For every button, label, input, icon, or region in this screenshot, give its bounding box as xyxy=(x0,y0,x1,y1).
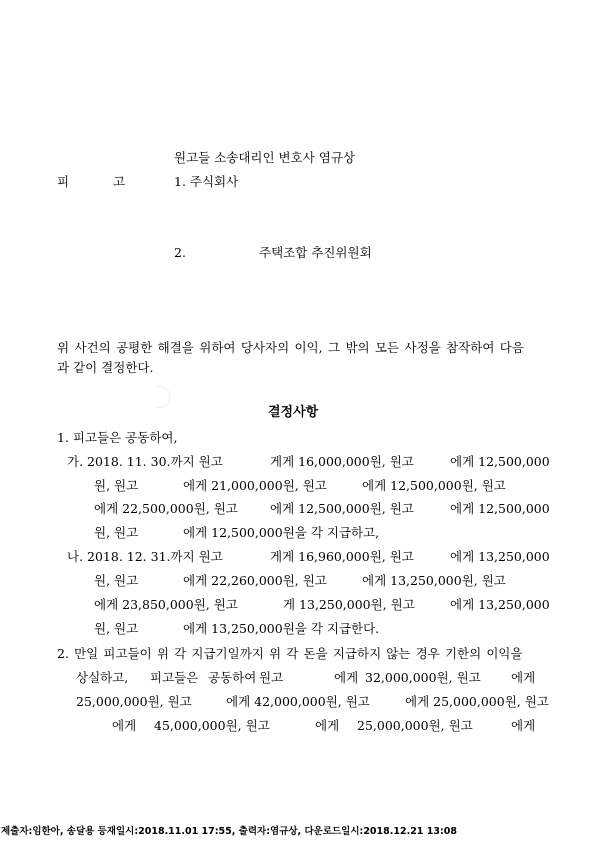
item-ga-line3-c: 에게 12,500,000 xyxy=(450,501,550,516)
item-ga-line2-b: 에게 21,000,000원, 원고 xyxy=(183,478,327,493)
defendant-label-char-1: 피 xyxy=(57,174,70,189)
item-na-line3-b: 게 13,250,000원, 원고 xyxy=(283,597,415,612)
item-2-line2-d: 원고 xyxy=(259,670,284,685)
item-na-line3-c: 에게 13,250,000 xyxy=(450,597,550,612)
item-na-line4-b: 에게 13,250,000원을 각 지급한다. xyxy=(183,621,380,636)
item-1: 1. 피고들은 공동하여, xyxy=(57,430,178,445)
item-na-line2-c: 에게 13,250,000원, 원고 xyxy=(362,573,506,588)
item-2-line2-f: 32,000,000원, 원고 xyxy=(365,670,481,685)
item-2-line2-e: 에게 xyxy=(334,670,359,685)
item-ga-line4-b: 에게 12,500,000원을 각 지급하고, xyxy=(183,525,380,540)
item-2-line3-c: 에게 25,000,000원, 원고 xyxy=(405,694,549,709)
item-2-line4-c: 에게 xyxy=(315,718,340,733)
item-ga-amount-2: 에게 12,500,000 xyxy=(450,454,550,469)
item-na-amount-2: 에게 13,250,000 xyxy=(450,549,550,564)
item-ga-line3-a: 에게 22,500,000원, 원고 xyxy=(94,501,238,516)
item-ga-line4-a: 원, 원고 xyxy=(94,525,139,540)
item-2-line4-e: 에게 xyxy=(511,718,536,733)
item-ga-line2-c: 에게 12,500,000원, 원고 xyxy=(362,478,506,493)
item-2-line4-d: 25,000,000원, 원고 xyxy=(357,718,473,733)
intro-line-1: 위 사건의 공평한 해결을 위하여 당사자의 이익, 그 밖의 모든 사정을 참작하여 다음 xyxy=(57,340,524,355)
defendant-2-name: 주택조합 추진위원회 xyxy=(259,245,372,260)
item-2-line-1: 2. 만일 피고들이 위 각 지급기일까지 위 각 돈을 지급하지 않는 경우 기한의 이익을 xyxy=(57,646,523,661)
defendant-label-char-2: 고 xyxy=(113,174,126,189)
item-ga-head: 가. 2018. 11. 30.까지 원고 xyxy=(67,454,223,469)
item-2-line2-a: 상실하고, xyxy=(76,670,129,685)
watermark-mark xyxy=(155,386,170,408)
defendant-2-number: 2. xyxy=(174,245,186,260)
section-title: 결정사항 xyxy=(268,405,319,420)
item-na-amount-1: 게게 16,960,000원, 원고 xyxy=(270,549,414,564)
counsel-line: 원고들 소송대리인 변호사 염규상 xyxy=(174,150,355,165)
intro-line-2: 과 같이 결정한다. xyxy=(57,360,154,375)
item-na-head: 나. 2018. 12. 31.까지 원고 xyxy=(67,549,223,564)
item-2-line2-g: 에게 xyxy=(511,670,536,685)
item-2-line4-a: 에게 xyxy=(112,718,137,733)
download-footer: 제출자:임한아, 송달용 등재일시:2018.11.01 17:55, 출력자:염규상, 다운로드일시:2018.12.21 13:08 xyxy=(1,826,457,837)
defendant-1: 1. 주식회사 xyxy=(174,174,239,189)
item-na-line4-a: 원, 원고 xyxy=(94,621,139,636)
item-na-line3-a: 에게 23,850,000원, 원고 xyxy=(94,597,238,612)
item-2-line3-a: 25,000,000원, 원고 xyxy=(76,694,192,709)
item-ga-line2-a: 원, 원고 xyxy=(94,478,139,493)
item-ga-line3-b: 에게 12,500,000원, 원고 xyxy=(270,501,414,516)
item-2-line4-b: 45,000,000원, 원고 xyxy=(154,718,270,733)
item-2-line3-b: 에게 42,000,000원, 원고 xyxy=(226,694,370,709)
item-na-line2-a: 원, 원고 xyxy=(94,573,139,588)
item-2-line2-b: 피고들은 xyxy=(150,670,199,685)
item-ga-amount-1: 게게 16,000,000원, 원고 xyxy=(270,454,414,469)
item-na-line2-b: 에게 22,260,000원, 원고 xyxy=(183,573,327,588)
item-2-line2-c: 공동하여 xyxy=(208,670,257,685)
